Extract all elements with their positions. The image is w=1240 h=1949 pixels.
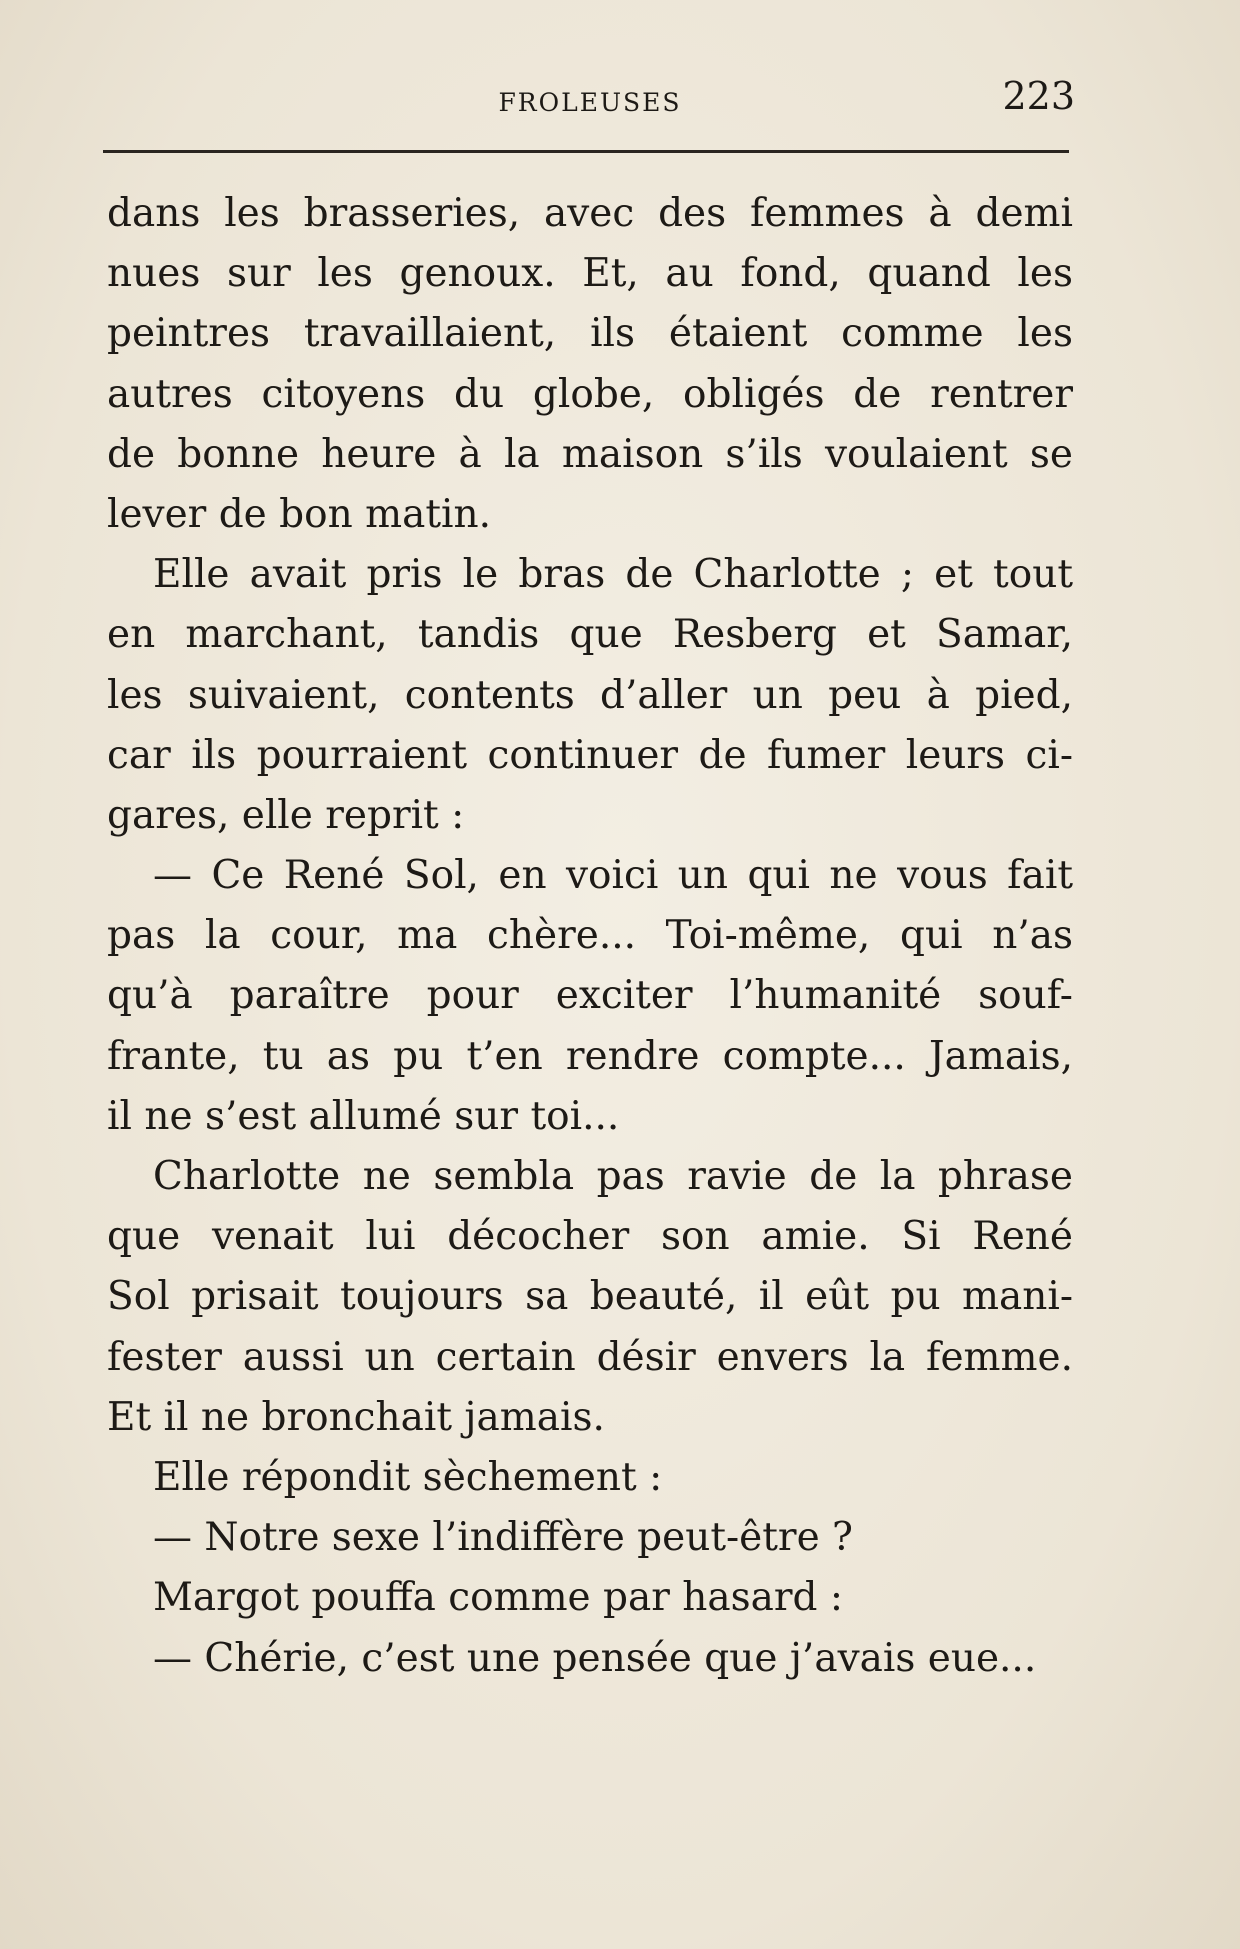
- text-line: frante, tu as pu t’en rendre compte... Jamais,: [107, 1033, 1073, 1079]
- text-line: — Notre sexe l’indiffère peut-être ?: [153, 1515, 853, 1561]
- text-line: que venait lui décocher son amie. Si René: [107, 1214, 1073, 1260]
- text-line: qu’à paraître pour exciter l’humanité souf-: [107, 973, 1073, 1019]
- page-header: [105, 74, 1075, 124]
- text-line: il ne s’est allumé sur toi...: [107, 1093, 620, 1139]
- text-line: autres citoyens du globe, obligés de rentrer: [107, 371, 1073, 417]
- text-line: gares, elle reprit :: [107, 792, 465, 838]
- text-line: Elle répondit sèchement :: [153, 1454, 663, 1500]
- text-line: en marchant, tandis que Resberg et Samar,: [107, 612, 1073, 658]
- text-line: — Ce René Sol, en voici un qui ne vous fait: [153, 853, 1073, 899]
- header-rule: [103, 150, 1069, 153]
- text-line: dans les brasseries, avec des femmes à demi: [107, 191, 1073, 236]
- text-line: de bonne heure à la maison s’ils voulaient se: [107, 431, 1073, 477]
- running-title: FROLEUSES: [498, 88, 682, 117]
- text-line: pas la cour, ma chère... Toi-même, qui n’as: [107, 913, 1073, 959]
- text-line: les suivaient, contents d’aller un peu à pied,: [107, 672, 1073, 718]
- text-line: Sol prisait toujours sa beauté, il eût pu mani-: [107, 1274, 1073, 1320]
- text-line: nues sur les genoux. Et, au fond, quand les: [107, 251, 1073, 297]
- body-text: [107, 184, 1073, 1689]
- text-line: — Chérie, c’est une pensée que j’avais eue...: [153, 1635, 1037, 1681]
- page-number: 223: [1002, 74, 1075, 118]
- text-line: Margot pouffa comme par hasard :: [153, 1575, 844, 1621]
- text-line: Elle avait pris le bras de Charlotte ; et tout: [153, 552, 1073, 598]
- text-line: fester aussi un certain désir envers la femme.: [107, 1334, 1073, 1380]
- text-line: Charlotte ne sembla pas ravie de la phrase: [153, 1154, 1073, 1199]
- text-line: car ils pourraient continuer de fumer leurs ci-: [107, 732, 1073, 778]
- text-line: Et il ne bronchait jamais.: [107, 1394, 605, 1440]
- text-line: lever de bon matin.: [107, 491, 492, 537]
- text-line: peintres travaillaient, ils étaient comme les: [107, 311, 1073, 357]
